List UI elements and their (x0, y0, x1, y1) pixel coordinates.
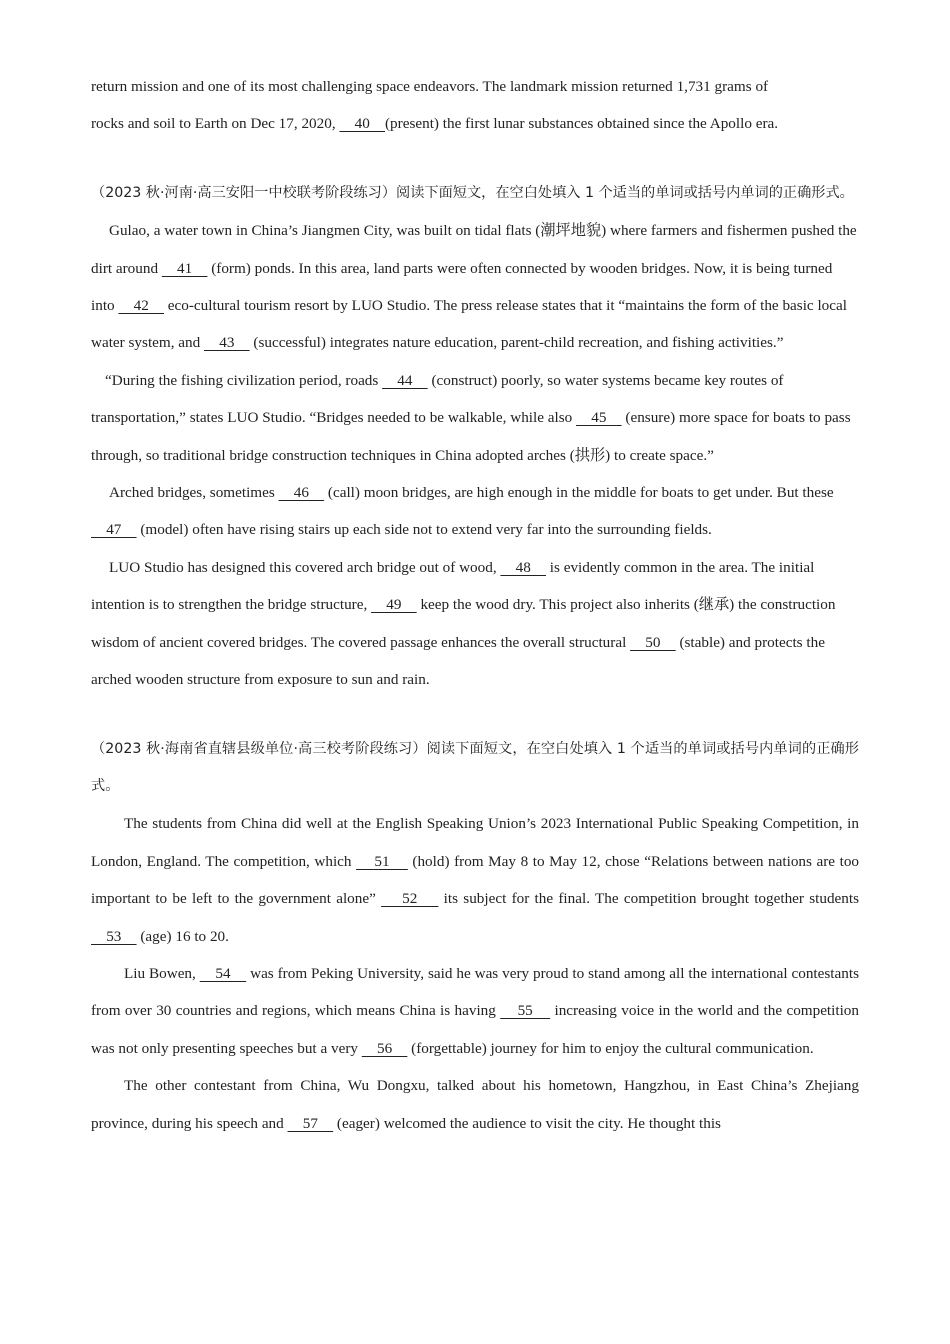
blank-44[interactable]: 44 (382, 371, 428, 389)
gulao-paragraph-4: LUO Studio has designed this covered arch bridge out of wood, 48 is evidently common in the area. The initial intention is to strengthen the bridge structure, 49 keep the wood dry. This project also inherits (继承) the construction wisdom of ancient covered bridges. The covered passage enhances the overall structural 50 (stable) and protects the arched wooden structure from exposure to sun and rain. (91, 558, 836, 689)
blank-49[interactable]: 49 (371, 596, 417, 614)
blank-47[interactable]: 47 (91, 521, 137, 539)
gulao-paragraph-1: Gulao, a water town in China’s Jiangmen City, was built on tidal flats (潮坪地貌) where farmers and fishermen pushed the dirt around 41 (form) ponds. In this area, land parts were often connected by wooden bridges. Now, it is being turned into 42 eco-cultural tourism resort by LUO Studio. The press release states that it “maintains the form of the basic local water system, and 43 (successful) integrates nature education, parent-child recreation, and fishing activities.” (91, 222, 857, 352)
speaking-paragraph-1: The students from China did well at the English Speaking Union’s 2023 International Public Speaking Competition, in London, England. The competition, which 51 (hold) from May 8 to May 12, chose “Relations between nations are too important to be left to the government alone” 52 its subject for the final. The competition brought together students 53 (age) 16 to 20. (91, 815, 860, 945)
blank-43[interactable]: 43 (204, 334, 250, 352)
passage-continuation (91, 68, 859, 143)
blank-53[interactable]: 53 (91, 927, 137, 945)
blank-48[interactable]: 48 (500, 558, 546, 576)
speaking-paragraph-2: Liu Bowen, 54 was from Peking University, said he was very proud to stand among all the international contestants from over 30 countries and regions, which means China is having 55 increasing voice in the world and the competition was not only presenting speeches but a very 56 (forgettable) journey for him to enjoy the cultural communication. (91, 964, 859, 1057)
speaking-paragraph-3: The other contestant from China, Wu Dongxu, talked about his hometown, Hangzhou, in East China’s Zhejiang province, during his speech and 57 (eager) welcomed the audience to visit the city. He thought this (91, 1077, 859, 1132)
blank-45[interactable]: 45 (576, 409, 622, 427)
blank-46[interactable]: 46 (278, 484, 325, 502)
section-gap (91, 143, 859, 175)
section-gap (91, 699, 859, 731)
section-heading-hainan: （2023 秋·海南省直辖县级单位·高三校考阶段练习）阅读下面短文，在空白处填入 1 个适当的单词或括号内单词的正确形式。 (91, 740, 859, 794)
blank-41[interactable]: 41 (161, 259, 208, 277)
document-page (91, 68, 859, 1142)
blank-56[interactable]: 56 (361, 1039, 408, 1057)
blank-54[interactable]: 54 (199, 964, 247, 982)
gulao-paragraph-3: Arched bridges, sometimes 46 (call) moon bridges, are high enough in the middle for boats to get under. But these 47 (model) often have rising stairs up each side not to extend very far into the surrounding fields. (91, 484, 834, 539)
blank-57[interactable]: 57 (287, 1114, 334, 1132)
blank-52[interactable]: 52 (381, 890, 439, 908)
blank-40[interactable]: 40 (339, 115, 385, 133)
continuation-line-2-end: (present) the first lunar substances obtained since the Apollo era. (385, 115, 779, 133)
continuation-line-1: return mission and one of its most challenging space endeavors. The landmark mission returned 1,731 grams of (91, 78, 769, 95)
blank-50[interactable]: 50 (630, 633, 676, 651)
blank-55[interactable]: 55 (500, 1002, 551, 1020)
section-heading-henan: （2023 秋·河南·高三安阳一中校联考阶段练习）阅读下面短文，在空白处填入 1 个适当的单词或括号内单词的正确形式。 (91, 184, 854, 201)
continuation-line-2: rocks and soil to Earth on Dec 17, 2020, (91, 115, 340, 133)
gulao-paragraph-2: “During the fishing civilization period, roads 44 (construct) poorly, so water systems became key routes of transportation,” states LUO Studio. “Bridges needed to be walkable, while also 45 (ensure) more space for boats to pass through, so traditional bridge construction techniques in China adopted arches (拱形) to create space.” (91, 371, 851, 464)
blank-42[interactable]: 42 (118, 297, 164, 315)
blank-51[interactable]: 51 (356, 852, 408, 870)
